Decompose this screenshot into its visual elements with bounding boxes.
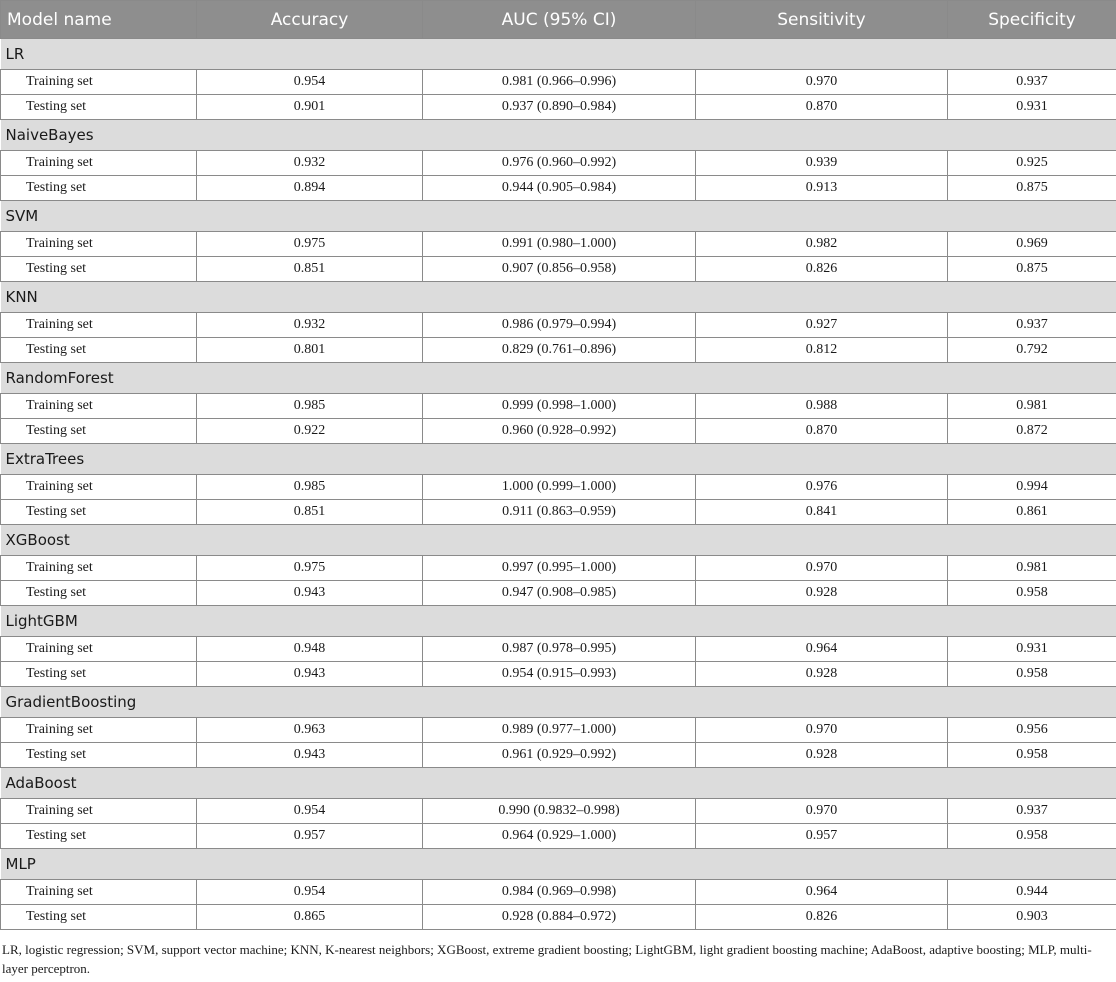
row-accuracy: 0.932 — [197, 313, 423, 338]
row-specificity: 0.903 — [948, 905, 1116, 930]
table-row — [1, 662, 1116, 687]
row-sensitivity: 0.913 — [696, 176, 948, 201]
row-auc: 0.928 (0.884–0.972) — [423, 905, 696, 930]
row-set-name: Testing set — [1, 176, 197, 201]
model-group-row — [1, 444, 1116, 475]
row-set-name: Training set — [1, 637, 197, 662]
row-specificity: 0.925 — [948, 151, 1116, 176]
row-specificity: 0.956 — [948, 718, 1116, 743]
table-row — [1, 718, 1116, 743]
model-group-row — [1, 849, 1116, 880]
table-body — [1, 39, 1116, 930]
header-row — [1, 1, 1116, 39]
row-set-name: Training set — [1, 799, 197, 824]
row-specificity: 0.937 — [948, 70, 1116, 95]
row-set-name: Testing set — [1, 743, 197, 768]
row-specificity: 0.875 — [948, 176, 1116, 201]
row-accuracy: 0.932 — [197, 151, 423, 176]
row-accuracy: 0.954 — [197, 70, 423, 95]
row-auc: 0.999 (0.998–1.000) — [423, 394, 696, 419]
row-set-name: Training set — [1, 70, 197, 95]
row-specificity: 0.872 — [948, 419, 1116, 444]
row-specificity: 0.994 — [948, 475, 1116, 500]
row-specificity: 0.958 — [948, 581, 1116, 606]
row-sensitivity: 0.841 — [696, 500, 948, 525]
row-specificity: 0.958 — [948, 662, 1116, 687]
row-set-name: Testing set — [1, 905, 197, 930]
table-row — [1, 257, 1116, 282]
model-name: GradientBoosting — [1, 687, 1116, 718]
column-header-auc: AUC (95% CI) — [423, 1, 696, 39]
row-auc: 0.961 (0.929–0.992) — [423, 743, 696, 768]
table-row — [1, 313, 1116, 338]
row-sensitivity: 0.826 — [696, 905, 948, 930]
row-accuracy: 0.901 — [197, 95, 423, 120]
row-set-name: Training set — [1, 313, 197, 338]
row-sensitivity: 0.970 — [696, 70, 948, 95]
row-specificity: 0.958 — [948, 743, 1116, 768]
row-accuracy: 0.954 — [197, 880, 423, 905]
model-name: NaiveBayes — [1, 120, 1116, 151]
row-specificity: 0.981 — [948, 394, 1116, 419]
row-specificity: 0.931 — [948, 95, 1116, 120]
row-auc: 0.954 (0.915–0.993) — [423, 662, 696, 687]
row-auc: 0.984 (0.969–0.998) — [423, 880, 696, 905]
row-set-name: Training set — [1, 394, 197, 419]
row-accuracy: 0.801 — [197, 338, 423, 363]
row-auc: 0.997 (0.995–1.000) — [423, 556, 696, 581]
row-accuracy: 0.985 — [197, 475, 423, 500]
model-group-row — [1, 525, 1116, 556]
row-auc: 0.947 (0.908–0.985) — [423, 581, 696, 606]
table-row — [1, 70, 1116, 95]
row-accuracy: 0.948 — [197, 637, 423, 662]
row-accuracy: 0.943 — [197, 662, 423, 687]
table-row — [1, 95, 1116, 120]
row-accuracy: 0.865 — [197, 905, 423, 930]
row-sensitivity: 0.970 — [696, 556, 948, 581]
row-auc: 1.000 (0.999–1.000) — [423, 475, 696, 500]
table-row — [1, 419, 1116, 444]
row-specificity: 0.875 — [948, 257, 1116, 282]
model-group-row — [1, 363, 1116, 394]
column-header-accuracy: Accuracy — [197, 1, 423, 39]
table-footnote: LR, logistic regression; SVM, support vector machine; KNN, K-nearest neighbors; XGBoost, extreme gradient boosting; LightGBM, light gradient boosting machine; AdaBoost, adaptive boosting; MLP, multi-layer perceptron. — [2, 942, 1092, 976]
row-set-name: Testing set — [1, 662, 197, 687]
row-accuracy: 0.894 — [197, 176, 423, 201]
table-row — [1, 556, 1116, 581]
row-set-name: Testing set — [1, 95, 197, 120]
row-specificity: 0.958 — [948, 824, 1116, 849]
row-sensitivity: 0.870 — [696, 419, 948, 444]
table-row — [1, 799, 1116, 824]
table-row — [1, 905, 1116, 930]
row-auc: 0.911 (0.863–0.959) — [423, 500, 696, 525]
row-accuracy: 0.943 — [197, 581, 423, 606]
table-row — [1, 743, 1116, 768]
model-group-row — [1, 201, 1116, 232]
table-row — [1, 394, 1116, 419]
row-sensitivity: 0.826 — [696, 257, 948, 282]
row-sensitivity: 0.988 — [696, 394, 948, 419]
model-name: RandomForest — [1, 363, 1116, 394]
row-auc: 0.937 (0.890–0.984) — [423, 95, 696, 120]
row-accuracy: 0.851 — [197, 257, 423, 282]
row-accuracy: 0.975 — [197, 232, 423, 257]
row-accuracy: 0.957 — [197, 824, 423, 849]
row-sensitivity: 0.928 — [696, 662, 948, 687]
row-set-name: Testing set — [1, 824, 197, 849]
row-accuracy: 0.975 — [197, 556, 423, 581]
table-row — [1, 581, 1116, 606]
row-accuracy: 0.985 — [197, 394, 423, 419]
row-auc: 0.944 (0.905–0.984) — [423, 176, 696, 201]
row-accuracy: 0.943 — [197, 743, 423, 768]
row-specificity: 0.981 — [948, 556, 1116, 581]
row-auc: 0.960 (0.928–0.992) — [423, 419, 696, 444]
row-sensitivity: 0.939 — [696, 151, 948, 176]
model-name: SVM — [1, 201, 1116, 232]
row-specificity: 0.944 — [948, 880, 1116, 905]
row-specificity: 0.861 — [948, 500, 1116, 525]
table-row — [1, 176, 1116, 201]
column-header-model-name: Model name — [1, 1, 197, 39]
row-accuracy: 0.922 — [197, 419, 423, 444]
model-group-row — [1, 282, 1116, 313]
row-set-name: Testing set — [1, 500, 197, 525]
row-auc: 0.987 (0.978–0.995) — [423, 637, 696, 662]
model-name: XGBoost — [1, 525, 1116, 556]
model-name: LR — [1, 39, 1116, 70]
row-set-name: Testing set — [1, 257, 197, 282]
table-row — [1, 824, 1116, 849]
row-auc: 0.981 (0.966–0.996) — [423, 70, 696, 95]
row-auc: 0.829 (0.761–0.896) — [423, 338, 696, 363]
row-set-name: Training set — [1, 556, 197, 581]
row-specificity: 0.937 — [948, 313, 1116, 338]
row-specificity: 0.969 — [948, 232, 1116, 257]
row-set-name: Training set — [1, 718, 197, 743]
row-sensitivity: 0.928 — [696, 743, 948, 768]
row-sensitivity: 0.970 — [696, 799, 948, 824]
row-specificity: 0.931 — [948, 637, 1116, 662]
row-specificity: 0.792 — [948, 338, 1116, 363]
table-row — [1, 475, 1116, 500]
table-row — [1, 338, 1116, 363]
row-auc: 0.976 (0.960–0.992) — [423, 151, 696, 176]
row-accuracy: 0.954 — [197, 799, 423, 824]
row-specificity: 0.937 — [948, 799, 1116, 824]
row-accuracy: 0.963 — [197, 718, 423, 743]
row-set-name: Testing set — [1, 419, 197, 444]
row-sensitivity: 0.964 — [696, 880, 948, 905]
row-sensitivity: 0.970 — [696, 718, 948, 743]
model-name: MLP — [1, 849, 1116, 880]
row-set-name: Training set — [1, 151, 197, 176]
model-name: AdaBoost — [1, 768, 1116, 799]
row-auc: 0.986 (0.979–0.994) — [423, 313, 696, 338]
row-auc: 0.989 (0.977–1.000) — [423, 718, 696, 743]
row-set-name: Training set — [1, 232, 197, 257]
row-accuracy: 0.851 — [197, 500, 423, 525]
row-set-name: Training set — [1, 880, 197, 905]
row-sensitivity: 0.976 — [696, 475, 948, 500]
model-group-row — [1, 606, 1116, 637]
table-row — [1, 880, 1116, 905]
model-name: LightGBM — [1, 606, 1116, 637]
model-group-row — [1, 39, 1116, 70]
model-group-row — [1, 120, 1116, 151]
column-header-specificity: Specificity — [948, 1, 1116, 39]
row-set-name: Testing set — [1, 581, 197, 606]
table-row — [1, 232, 1116, 257]
row-auc: 0.964 (0.929–1.000) — [423, 824, 696, 849]
table-row — [1, 151, 1116, 176]
row-sensitivity: 0.964 — [696, 637, 948, 662]
row-auc: 0.907 (0.856–0.958) — [423, 257, 696, 282]
model-name: KNN — [1, 282, 1116, 313]
row-sensitivity: 0.812 — [696, 338, 948, 363]
table-row — [1, 637, 1116, 662]
model-name: ExtraTrees — [1, 444, 1116, 475]
row-sensitivity: 0.982 — [696, 232, 948, 257]
row-sensitivity: 0.927 — [696, 313, 948, 338]
row-sensitivity: 0.957 — [696, 824, 948, 849]
model-group-row — [1, 687, 1116, 718]
row-auc: 0.991 (0.980–1.000) — [423, 232, 696, 257]
column-header-sensitivity: Sensitivity — [696, 1, 948, 39]
row-sensitivity: 0.928 — [696, 581, 948, 606]
row-set-name: Training set — [1, 475, 197, 500]
model-group-row — [1, 768, 1116, 799]
row-set-name: Testing set — [1, 338, 197, 363]
table-row — [1, 500, 1116, 525]
row-sensitivity: 0.870 — [696, 95, 948, 120]
row-auc: 0.990 (0.9832–0.998) — [423, 799, 696, 824]
table-header — [1, 1, 1116, 39]
